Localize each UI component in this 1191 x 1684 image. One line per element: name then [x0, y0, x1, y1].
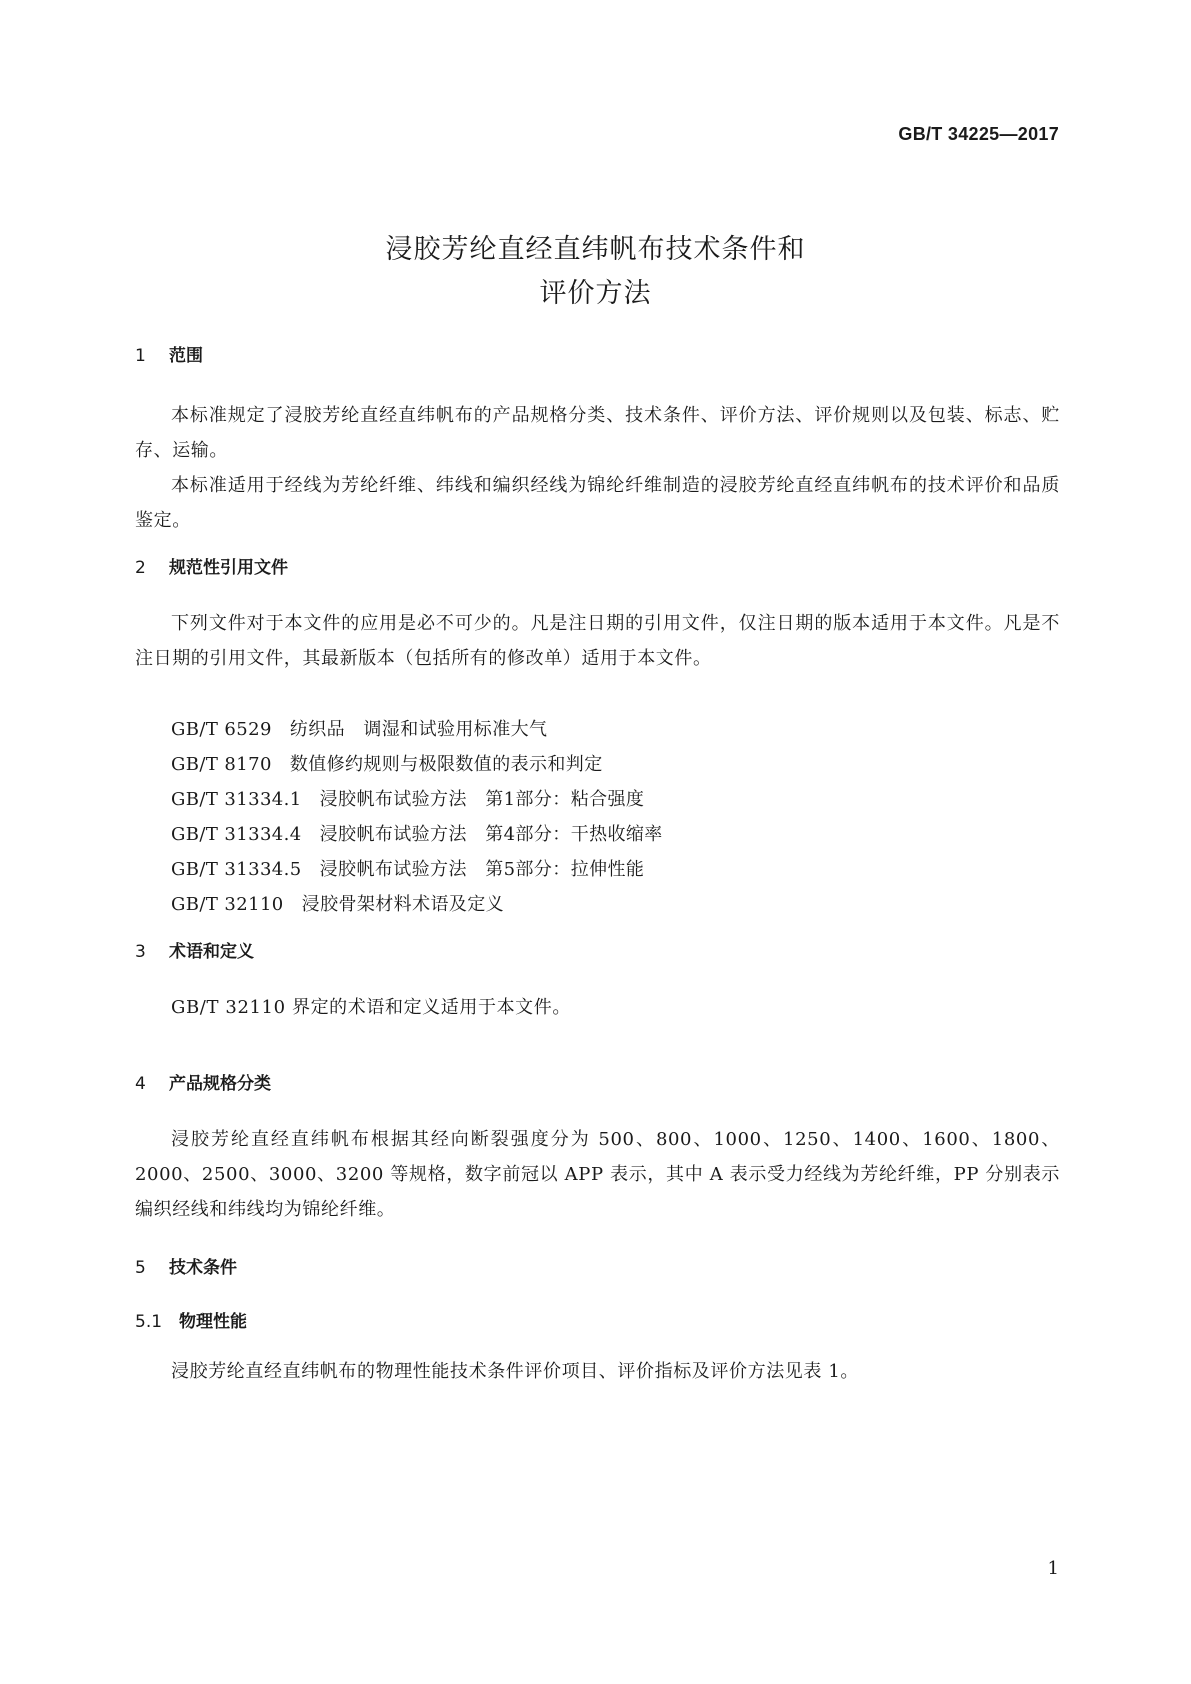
section-1-heading: [135, 344, 203, 368]
reference-code: GB/T 8170: [171, 754, 272, 775]
section-title: 产品规格分类: [169, 1074, 271, 1094]
reference-title: 浸胶帆布试验方法 第1部分：粘合强度: [319, 789, 645, 810]
reference-item: [171, 747, 663, 782]
reference-title: 浸胶帆布试验方法 第4部分：干热收缩率: [319, 824, 663, 845]
reference-title: 浸胶帆布试验方法 第5部分：拉伸性能: [319, 859, 645, 880]
reference-code: GB/T 31334.5: [171, 859, 302, 880]
section-3-paragraph: GB/T 32110 界定的术语和定义适用于本文件。: [171, 997, 571, 1018]
section-title: 技术条件: [169, 1258, 237, 1278]
normative-reference-list: [171, 712, 663, 922]
section-number: 2: [135, 558, 146, 578]
section-2-heading: [135, 556, 288, 580]
section-5-heading: [135, 1256, 237, 1280]
section-number: 3: [135, 942, 146, 962]
section-4-paragraph: 浸胶芳纶直经直纬帆布根据其经向断裂强度分为 500、800、1000、1250、1400、1600、1800、2000、2500、3000、3200 等规格，数字前冠以 APP 表示，其中 A 表示受力经线为芳纶纤维，PP 分别表示编织经线和纬线均为锦纶纤维。: [135, 1129, 1060, 1220]
section-number: 5: [135, 1258, 146, 1278]
reference-title: 浸胶骨架材料术语及定义: [301, 894, 505, 915]
reference-code: GB/T 6529: [171, 719, 272, 740]
reference-item: [171, 852, 663, 887]
section-title: 范围: [169, 346, 203, 366]
reference-title: 纺织品 调湿和试验用标准大气: [289, 719, 548, 740]
section-5-1-paragraph: 浸胶芳纶直经直纬帆布的物理性能技术条件评价项目、评价指标及评价方法见表 1。: [171, 1361, 859, 1382]
section-4-heading: [135, 1072, 271, 1096]
reference-item: [171, 817, 663, 852]
section-3-heading: [135, 940, 254, 964]
document-title-line-2: 评价方法: [539, 278, 652, 309]
reference-code: GB/T 32110: [171, 894, 284, 915]
reference-item: [171, 782, 663, 817]
section-title: 术语和定义: [169, 942, 254, 962]
document-title-line-1: 浸胶芳纶直经直纬帆布技术条件和: [385, 234, 806, 265]
section-title: 规范性引用文件: [169, 558, 288, 578]
section-2-intro: 下列文件对于本文件的应用是必不可少的。凡是注日期的引用文件，仅注日期的版本适用于本文件。凡是不注日期的引用文件，其最新版本（包括所有的修改单）适用于本文件。: [135, 613, 1060, 669]
page-number: 1: [1047, 1558, 1059, 1579]
document-title: [0, 228, 1191, 316]
standard-code: GB/T 34225—2017: [898, 124, 1059, 144]
section-1-paragraph-1: 本标准规定了浸胶芳纶直经直纬帆布的产品规格分类、技术条件、评价方法、评价规则以及包装、标志、贮存、运输。: [135, 405, 1060, 461]
reference-item: [171, 887, 663, 922]
reference-title: 数值修约规则与极限数值的表示和判定: [289, 754, 603, 775]
section-title: 物理性能: [179, 1312, 247, 1332]
section-number: 5.1: [135, 1312, 163, 1332]
section-number: 1: [135, 346, 146, 366]
reference-item: [171, 712, 663, 747]
section-5-1-heading: [135, 1310, 247, 1334]
section-1-paragraph-2: 本标准适用于经线为芳纶纤维、纬线和编织经线为锦纶纤维制造的浸胶芳纶直经直纬帆布的技术评价和品质鉴定。: [135, 475, 1060, 531]
reference-code: GB/T 31334.4: [171, 824, 302, 845]
reference-code: GB/T 31334.1: [171, 789, 302, 810]
section-number: 4: [135, 1074, 146, 1094]
